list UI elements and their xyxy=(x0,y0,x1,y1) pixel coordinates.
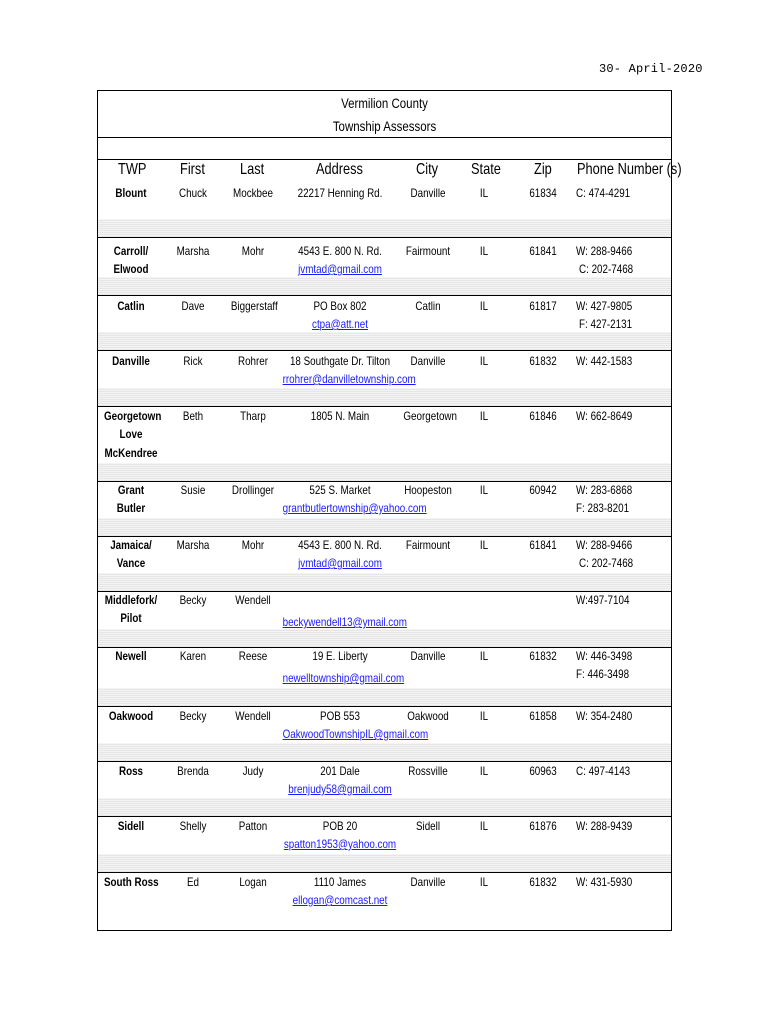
first-name: Marsha xyxy=(176,538,210,552)
email-link[interactable]: beckywendell13@ymail.com xyxy=(282,615,407,629)
zip: 61834 xyxy=(529,186,557,200)
state: IL xyxy=(479,244,489,258)
state: IL xyxy=(479,709,489,723)
first-name: Dave xyxy=(181,299,205,313)
last-name: Mohr xyxy=(241,244,265,258)
row-separator xyxy=(98,573,671,591)
state: IL xyxy=(479,875,489,889)
city: Sidell xyxy=(415,819,441,833)
address: POB 553 xyxy=(320,709,360,723)
table-title: Vermilion County xyxy=(341,95,428,111)
zip: 61832 xyxy=(529,649,557,663)
last-name: Mohr xyxy=(241,538,265,552)
phone-number: W:497-7104 xyxy=(576,593,630,607)
zip: 61876 xyxy=(529,819,557,833)
last-name: Patton xyxy=(238,819,268,833)
phone-number: W: 288-9466 xyxy=(576,244,633,258)
last-name: Reese xyxy=(238,649,268,663)
email-link[interactable]: ellogan@comcast.net xyxy=(292,893,388,907)
email-link[interactable]: grantbutlertownship@yahoo.com xyxy=(282,501,427,515)
phone-number: W: 431-5930 xyxy=(576,875,633,889)
first-name: Susie xyxy=(180,483,206,497)
township-name: Jamaica/ xyxy=(110,538,152,552)
township-name: Blount xyxy=(115,186,147,200)
phone-number: W: 662-8649 xyxy=(576,409,633,423)
township-name: Newell xyxy=(115,649,147,663)
first-name: Beth xyxy=(182,409,204,423)
phone-number: C: 474-4291 xyxy=(576,186,631,200)
city: Fairmount xyxy=(405,244,451,258)
table-subtitle: Township Assessors xyxy=(332,118,437,134)
divider xyxy=(98,237,671,238)
township-name: Elwood xyxy=(113,262,149,276)
city: Catlin xyxy=(415,299,441,313)
zip: 61832 xyxy=(529,875,557,889)
phone-number: W: 288-9466 xyxy=(576,538,633,552)
row-separator xyxy=(98,332,671,350)
last-name: Biggerstaff xyxy=(230,299,278,313)
phone-number: F: 427-2131 xyxy=(579,317,633,331)
zip: 61832 xyxy=(529,354,557,368)
city: Danville xyxy=(410,875,446,889)
address: 525 S. Market xyxy=(309,483,371,497)
state: IL xyxy=(479,649,489,663)
state: IL xyxy=(479,819,489,833)
email-link[interactable]: spatton1953@yahoo.com xyxy=(283,837,397,851)
zip: 61858 xyxy=(529,709,557,723)
first-name: Ed xyxy=(186,875,200,889)
header-address: Address xyxy=(316,161,363,178)
header-twp: TWP xyxy=(118,161,147,178)
assessors-table xyxy=(97,90,682,931)
phone-number: W: 446-3498 xyxy=(576,649,633,663)
divider xyxy=(98,137,671,138)
state: IL xyxy=(479,299,489,313)
township-name: McKendree xyxy=(104,446,158,460)
row-separator xyxy=(98,518,671,536)
township-name: Georgetown xyxy=(103,409,162,423)
row-separator xyxy=(98,219,671,237)
last-name: Wendell xyxy=(235,709,271,723)
last-name: Tharp xyxy=(240,409,266,423)
township-name: Carroll/ xyxy=(113,244,149,258)
zip: 61846 xyxy=(529,409,557,423)
email-link[interactable]: brenjudy58@gmail.com xyxy=(288,782,392,796)
email-link[interactable]: jvmtad@gmail.com xyxy=(298,556,382,570)
row-separator xyxy=(98,629,671,647)
township-name: Vance xyxy=(116,556,146,570)
phone-number: W: 442-1583 xyxy=(576,354,633,368)
address: 22217 Henning Rd. xyxy=(297,186,383,200)
header-city: City xyxy=(416,161,439,178)
township-name: Danville xyxy=(112,354,150,368)
last-name: Logan xyxy=(239,875,267,889)
township-name: Middlefork/ xyxy=(104,593,158,607)
email-link[interactable]: newelltownship@gmail.com xyxy=(282,671,405,685)
last-name: Rohrer xyxy=(237,354,269,368)
last-name: Mockbee xyxy=(233,186,273,200)
divider xyxy=(98,350,671,351)
township-name: Grant xyxy=(117,483,145,497)
phone-number: W: 354-2480 xyxy=(576,709,633,723)
email-link[interactable]: OakwoodTownshipIL@gmail.com xyxy=(282,727,429,741)
row-separator xyxy=(98,463,671,481)
township-name: Catlin xyxy=(117,299,145,313)
email-link[interactable]: rrohrer@danvilletownship.com xyxy=(282,372,416,386)
zip: 61841 xyxy=(529,244,557,258)
first-name: Becky xyxy=(179,593,207,607)
address: POB 20 xyxy=(322,819,358,833)
city: Fairmount xyxy=(405,538,451,552)
phone-number: F: 446-3498 xyxy=(576,667,630,681)
header-state: State xyxy=(471,161,501,178)
first-name: Karen xyxy=(179,649,207,663)
phone-number: W: 288-9439 xyxy=(576,819,633,833)
township-name: Pilot xyxy=(120,611,142,625)
first-name: Chuck xyxy=(179,186,207,200)
city: Danville xyxy=(410,649,446,663)
row-separator xyxy=(98,743,671,761)
header-zip: Zip xyxy=(534,161,552,178)
township-name: Ross xyxy=(118,764,144,778)
first-name: Marsha xyxy=(176,244,210,258)
header-phone: Phone Number (s) xyxy=(577,161,682,178)
row-separator xyxy=(98,798,671,816)
township-name: South Ross xyxy=(103,875,159,889)
zip: 60963 xyxy=(529,764,557,778)
address: 1110 James xyxy=(313,875,367,889)
state: IL xyxy=(479,186,489,200)
first-name: Shelly xyxy=(179,819,207,833)
zip: 61817 xyxy=(529,299,557,313)
city: Georgetown xyxy=(403,409,458,423)
last-name: Judy xyxy=(242,764,264,778)
first-name: Becky xyxy=(179,709,207,723)
city: Rossville xyxy=(408,764,448,778)
address: 19 E. Liberty xyxy=(312,649,368,663)
address: 201 Dale xyxy=(320,764,360,778)
email-link[interactable]: ctpa@att.net xyxy=(312,317,368,331)
address: 18 Southgate Dr. Tilton xyxy=(289,354,391,368)
address: 4543 E. 800 N. Rd. xyxy=(298,538,382,552)
phone-number: W: 427-9805 xyxy=(576,299,633,313)
address: 1805 N. Main xyxy=(310,409,370,423)
state: IL xyxy=(479,409,489,423)
address: 4543 E. 800 N. Rd. xyxy=(298,244,382,258)
row-separator xyxy=(98,854,671,872)
last-name: Wendell xyxy=(235,593,271,607)
phone-number: W: 283-6868 xyxy=(576,483,633,497)
document-date: 30- April-2020 xyxy=(599,62,703,76)
township-name: Oakwood xyxy=(108,709,154,723)
row-separator xyxy=(98,277,671,295)
first-name: Rick xyxy=(183,354,203,368)
township-name: Love xyxy=(119,427,143,441)
zip: 61841 xyxy=(529,538,557,552)
city: Oakwood xyxy=(407,709,449,723)
phone-number: C: 202-7468 xyxy=(579,262,634,276)
phone-number: C: 202-7468 xyxy=(579,556,634,570)
divider xyxy=(98,159,671,160)
divider xyxy=(98,295,671,296)
phone-number: F: 283-8201 xyxy=(576,501,630,515)
row-separator xyxy=(98,388,671,406)
email-link[interactable]: jvmtad@gmail.com xyxy=(298,262,382,276)
state: IL xyxy=(479,764,489,778)
state: IL xyxy=(479,483,489,497)
township-name: Butler xyxy=(116,501,146,515)
city: Hoopeston xyxy=(404,483,452,497)
row-separator xyxy=(98,688,671,706)
address: PO Box 802 xyxy=(313,299,367,313)
state: IL xyxy=(479,538,489,552)
phone-number: C: 497-4143 xyxy=(576,764,631,778)
first-name: Brenda xyxy=(177,764,209,778)
state: IL xyxy=(479,354,489,368)
city: Danville xyxy=(410,186,446,200)
header-last: Last xyxy=(240,161,265,178)
zip: 60942 xyxy=(529,483,557,497)
last-name: Drollinger xyxy=(231,483,275,497)
header-first: First xyxy=(180,161,205,178)
city: Danville xyxy=(410,354,446,368)
township-name: Sidell xyxy=(117,819,145,833)
